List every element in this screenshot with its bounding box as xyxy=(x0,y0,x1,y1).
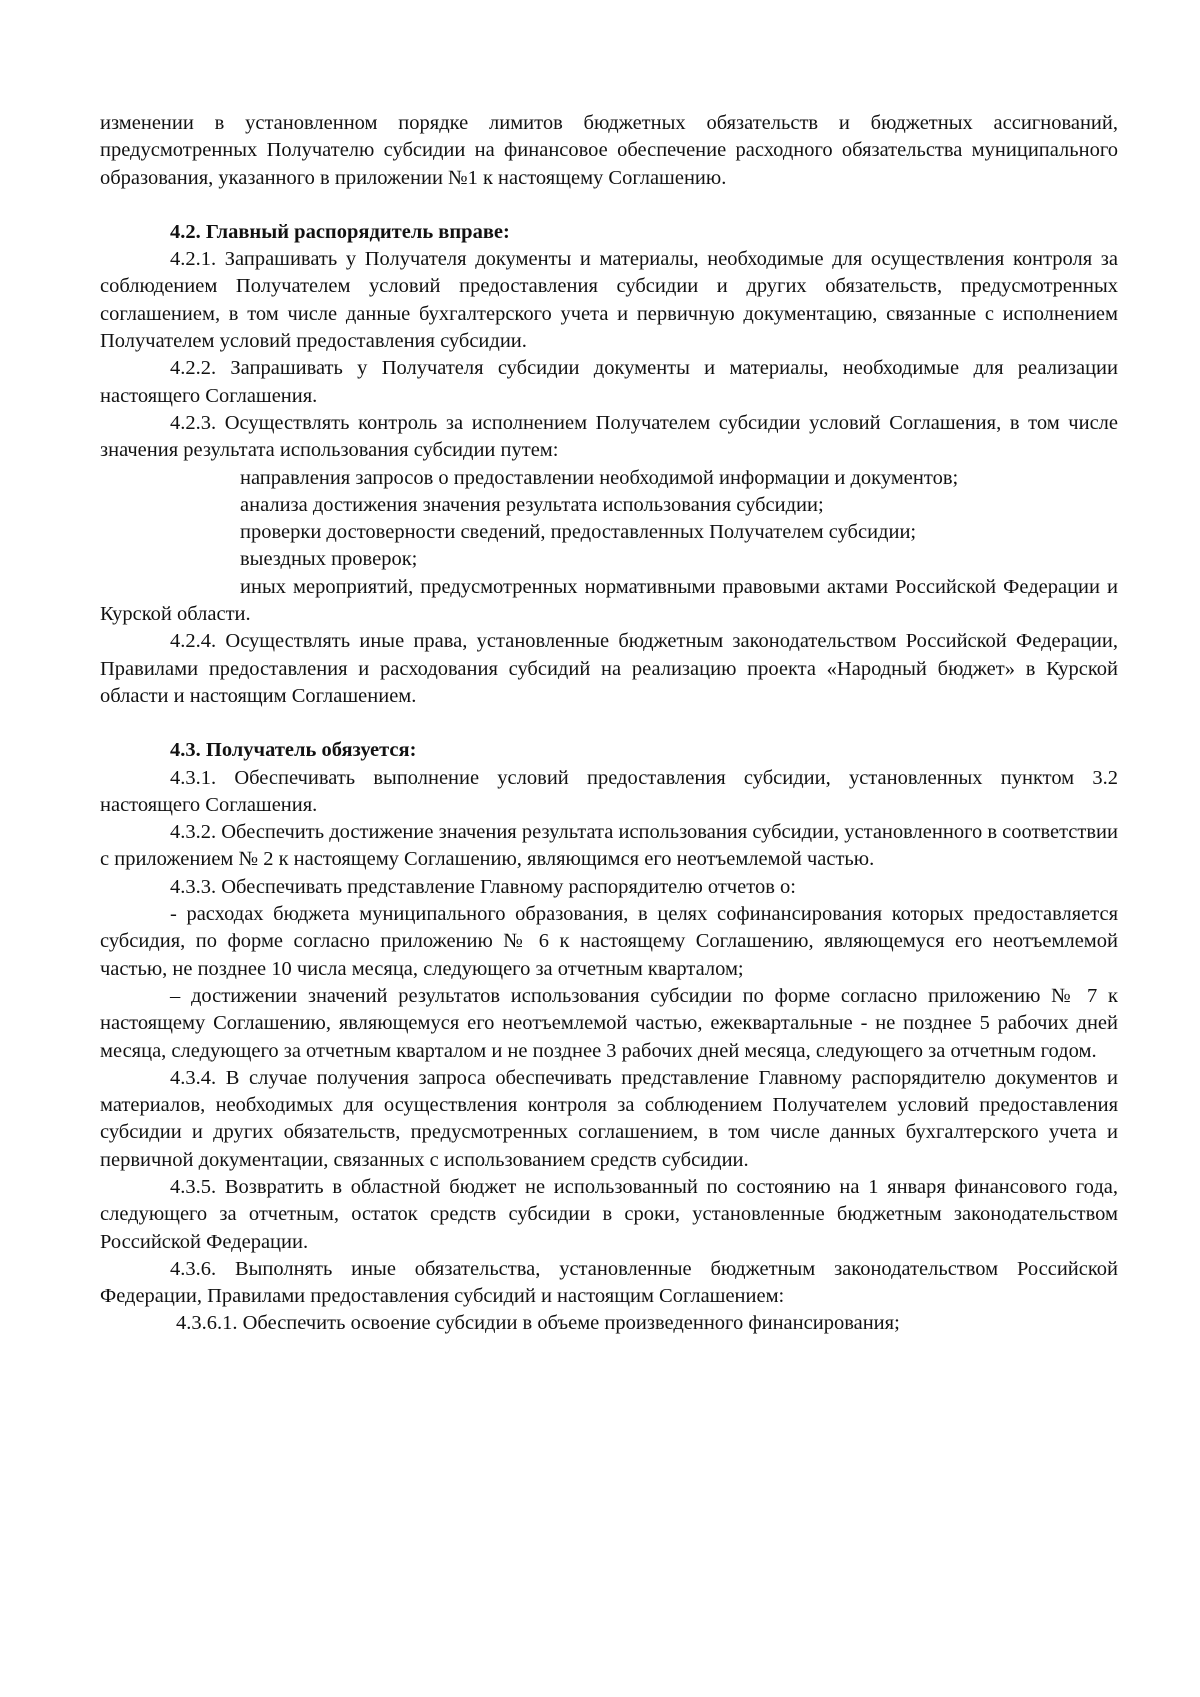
paragraph-4-3-6: 4.3.6. Выполнять иные обязательства, установленные бюджетным законодательством Российской Федерации, Правилами предоставления субсидий и настоящим Соглашением: xyxy=(100,1257,1118,1308)
paragraph-4-3-6-1: 4.3.6.1. Обеспечить освоение субсидии в объеме произведенного финансирования; xyxy=(176,1312,900,1335)
control-method-item: проверки достоверности сведений, предоставленных Получателем субсидии; xyxy=(240,521,917,544)
intro-paragraph: изменении в установленном порядке лимитов бюджетных обязательств и бюджетных ассигнований, предусмотренных Получателю субсидии на финансовое обеспечение расходного обязательства муниципального образования, указанного в приложении №1 к настоящему Соглашению. xyxy=(100,112,1118,189)
paragraph-4-3-2: 4.3.2. Обеспечить достижение значения результата использования субсидии, установленного в соответствии с приложением № 2 к настоящему Соглашению, являющимся его неотъемлемой частью. xyxy=(100,821,1118,871)
report-item-expenses: - расходах бюджета муниципального образования, в целях софинансирования которых предоставляется субсидия, по форме согласно приложению № 6 к настоящему Соглашению, являющемуся его неотъемлемой частью, не позднее 10 числа месяца, следующего за отчетным кварталом; xyxy=(100,903,1118,980)
paragraph-4-3-4: 4.3.4. В случае получения запроса обеспечивать представление Главному распорядителю документов и материалов, необходимых для осуществления контроля за соблюдением Получателем условий предоставления субсидии и других обязательств, предусмотренных соглашением, в том числе данных бухгалтерского учета и первичной документации, связанных с использованием средств субсидии. xyxy=(100,1066,1118,1171)
control-method-item: выездных проверок; xyxy=(240,548,418,571)
paragraph-4-2-1: 4.2.1. Запрашивать у Получателя документы и материалы, необходимые для осуществления контроля за соблюдением Получателем условий предоставления субсидии и других обязательств, предусмотренных соглашением, в том числе данные бухгалтерского учета и первичную документацию, связанные с исполнением Получателем условий предоставления субсидии. xyxy=(100,248,1118,353)
paragraph-4-2-2: 4.2.2. Запрашивать у Получателя субсидии документы и материалы, необходимые для реализации настоящего Соглашения. xyxy=(100,357,1118,407)
control-method-item: направления запросов о предоставлении необходимой информации и документов; xyxy=(240,466,959,489)
section-4-3-heading: 4.3. Получатель обязуется: xyxy=(170,739,417,762)
control-method-item: анализа достижения значения результата использования субсидии; xyxy=(240,493,824,516)
paragraph-4-2-3: 4.2.3. Осуществлять контроль за исполнением Получателем субсидии условий Соглашения, в том числе значения результата использования субсидии путем: xyxy=(100,411,1118,462)
paragraph-4-3-1: 4.3.1. Обеспечивать выполнение условий предоставления субсидии, установленных пунктом 3.2 настоящего Соглашения. xyxy=(100,766,1118,816)
report-item-results: – достижении значений результатов использования субсидии по форме согласно приложению № 7 к настоящему Соглашению, являющемуся его неотъемлемой частью, ежеквартальные - не позднее 5 рабочих дней месяца, следующего за отчетным кварталом и не позднее 3 рабочих дней месяца, следующего за отчетным годом. xyxy=(100,984,1118,1062)
paragraph-4-2-4: 4.2.4. Осуществлять иные права, установленные бюджетным законодательством Российской Федерации, Правилами предоставления и расходования субсидий на реализацию проекта «Народный бюджет» в Курской области и настоящим Соглашением. xyxy=(100,630,1118,707)
paragraph-4-3-5: 4.3.5. Возвратить в областной бюджет не использованный по состоянию на 1 января финансового года, следующего за отчетным, остаток средств субсидии в сроки, установленные бюджетным законодательством Российской Федерации. xyxy=(100,1175,1118,1253)
control-method-item-last: иных мероприятий, предусмотренных нормативными правовыми актами Российской Федерации и Курской области. xyxy=(100,575,1118,626)
section-4-2-heading: 4.2. Главный распорядитель вправе: xyxy=(170,220,510,243)
paragraph-4-3-3: 4.3.3. Обеспечивать представление Главному распорядителю отчетов о: xyxy=(170,875,796,898)
